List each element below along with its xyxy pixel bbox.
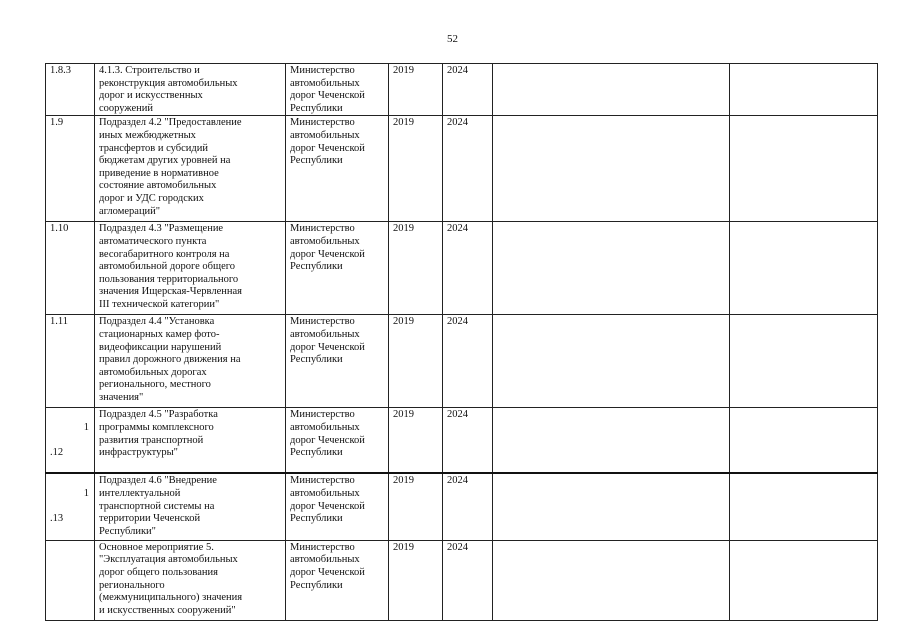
empty-cell <box>493 473 730 540</box>
measure-name: Подраздел 4.6 "Внедрение интеллектуальной транспортной системы на территории Чеченской Республики" <box>95 473 286 540</box>
row-number: 1.10 <box>46 222 95 315</box>
program-table <box>45 63 878 621</box>
empty-cell <box>493 315 730 408</box>
empty-cell <box>493 116 730 222</box>
row-number-top: 1 <box>83 421 89 433</box>
empty-cell <box>730 473 878 540</box>
executor: Министерство автомобильных дорог Чеченской Республики <box>286 315 389 408</box>
row-number: 1.8.3 <box>46 64 95 116</box>
start-year: 2019 <box>389 473 443 540</box>
page-number: 52 <box>447 33 458 45</box>
measure-name: Основное мероприятие 5. "Эксплуатация автомобильных дорог общего пользования регионального (межмуниципального) значения и искусственных сооружений" <box>95 540 286 620</box>
end-year: 2024 <box>443 64 493 116</box>
empty-cell <box>493 540 730 620</box>
empty-cell <box>730 315 878 408</box>
executor: Министерство автомобильных дорог Чеченской Республики <box>286 408 389 473</box>
row-number: 1.9 <box>46 116 95 222</box>
row-number-bottom: .13 <box>50 513 64 525</box>
row-number <box>46 473 95 540</box>
empty-cell <box>493 222 730 315</box>
executor: Министерство автомобильных дорог Чеченской Республики <box>286 222 389 315</box>
row-number: 1.11 <box>46 315 95 408</box>
empty-cell <box>493 408 730 473</box>
measure-name: Подраздел 4.5 "Разработка программы комплексного развития транспортной инфраструктуры" <box>95 408 286 473</box>
table-row <box>46 540 878 620</box>
end-year: 2024 <box>443 408 493 473</box>
start-year: 2019 <box>389 64 443 116</box>
executor: Министерство автомобильных дорог Чеченской Республики <box>286 64 389 116</box>
table-row <box>46 222 878 315</box>
row-number <box>46 408 95 473</box>
row-number <box>46 540 95 620</box>
empty-cell <box>730 116 878 222</box>
end-year: 2024 <box>443 222 493 315</box>
empty-cell <box>730 408 878 473</box>
end-year: 2024 <box>443 473 493 540</box>
measure-name: 4.1.3. Строительство и реконструкция автомобильных дорог и искусственных сооружений <box>95 64 286 116</box>
table-row <box>46 473 878 540</box>
row-number-bottom: .12 <box>50 447 64 459</box>
end-year: 2024 <box>443 540 493 620</box>
end-year: 2024 <box>443 116 493 222</box>
table-row <box>46 64 878 116</box>
end-year: 2024 <box>443 315 493 408</box>
start-year: 2019 <box>389 116 443 222</box>
executor: Министерство автомобильных дорог Чеченской Республики <box>286 473 389 540</box>
table-row <box>46 408 878 473</box>
measure-name: Подраздел 4.3 "Размещение автоматического пункта весогабаритного контроля на автомобильной дороге общего пользования территориального значения Ищерская-Червленная III технической категории" <box>95 222 286 315</box>
start-year: 2019 <box>389 315 443 408</box>
empty-cell <box>730 64 878 116</box>
empty-cell <box>730 222 878 315</box>
table-row <box>46 116 878 222</box>
table-row <box>46 315 878 408</box>
executor: Министерство автомобильных дорог Чеченской Республики <box>286 540 389 620</box>
measure-name: Подраздел 4.4 "Установка стационарных камер фото- видеофиксации нарушений правил дорожного движения на автомобильных дорогах регионального, местного значения" <box>95 315 286 408</box>
start-year: 2019 <box>389 222 443 315</box>
measure-name: Подраздел 4.2 "Предоставление иных межбюджетных трансфертов и субсидий бюджетам других уровней на приведение в нормативное состояние автомобильных дорог и УДС городских агломераций" <box>95 116 286 222</box>
empty-cell <box>730 540 878 620</box>
executor: Министерство автомобильных дорог Чеченской Республики <box>286 116 389 222</box>
start-year: 2019 <box>389 408 443 473</box>
empty-cell <box>493 64 730 116</box>
start-year: 2019 <box>389 540 443 620</box>
row-number-top: 1 <box>83 487 89 499</box>
